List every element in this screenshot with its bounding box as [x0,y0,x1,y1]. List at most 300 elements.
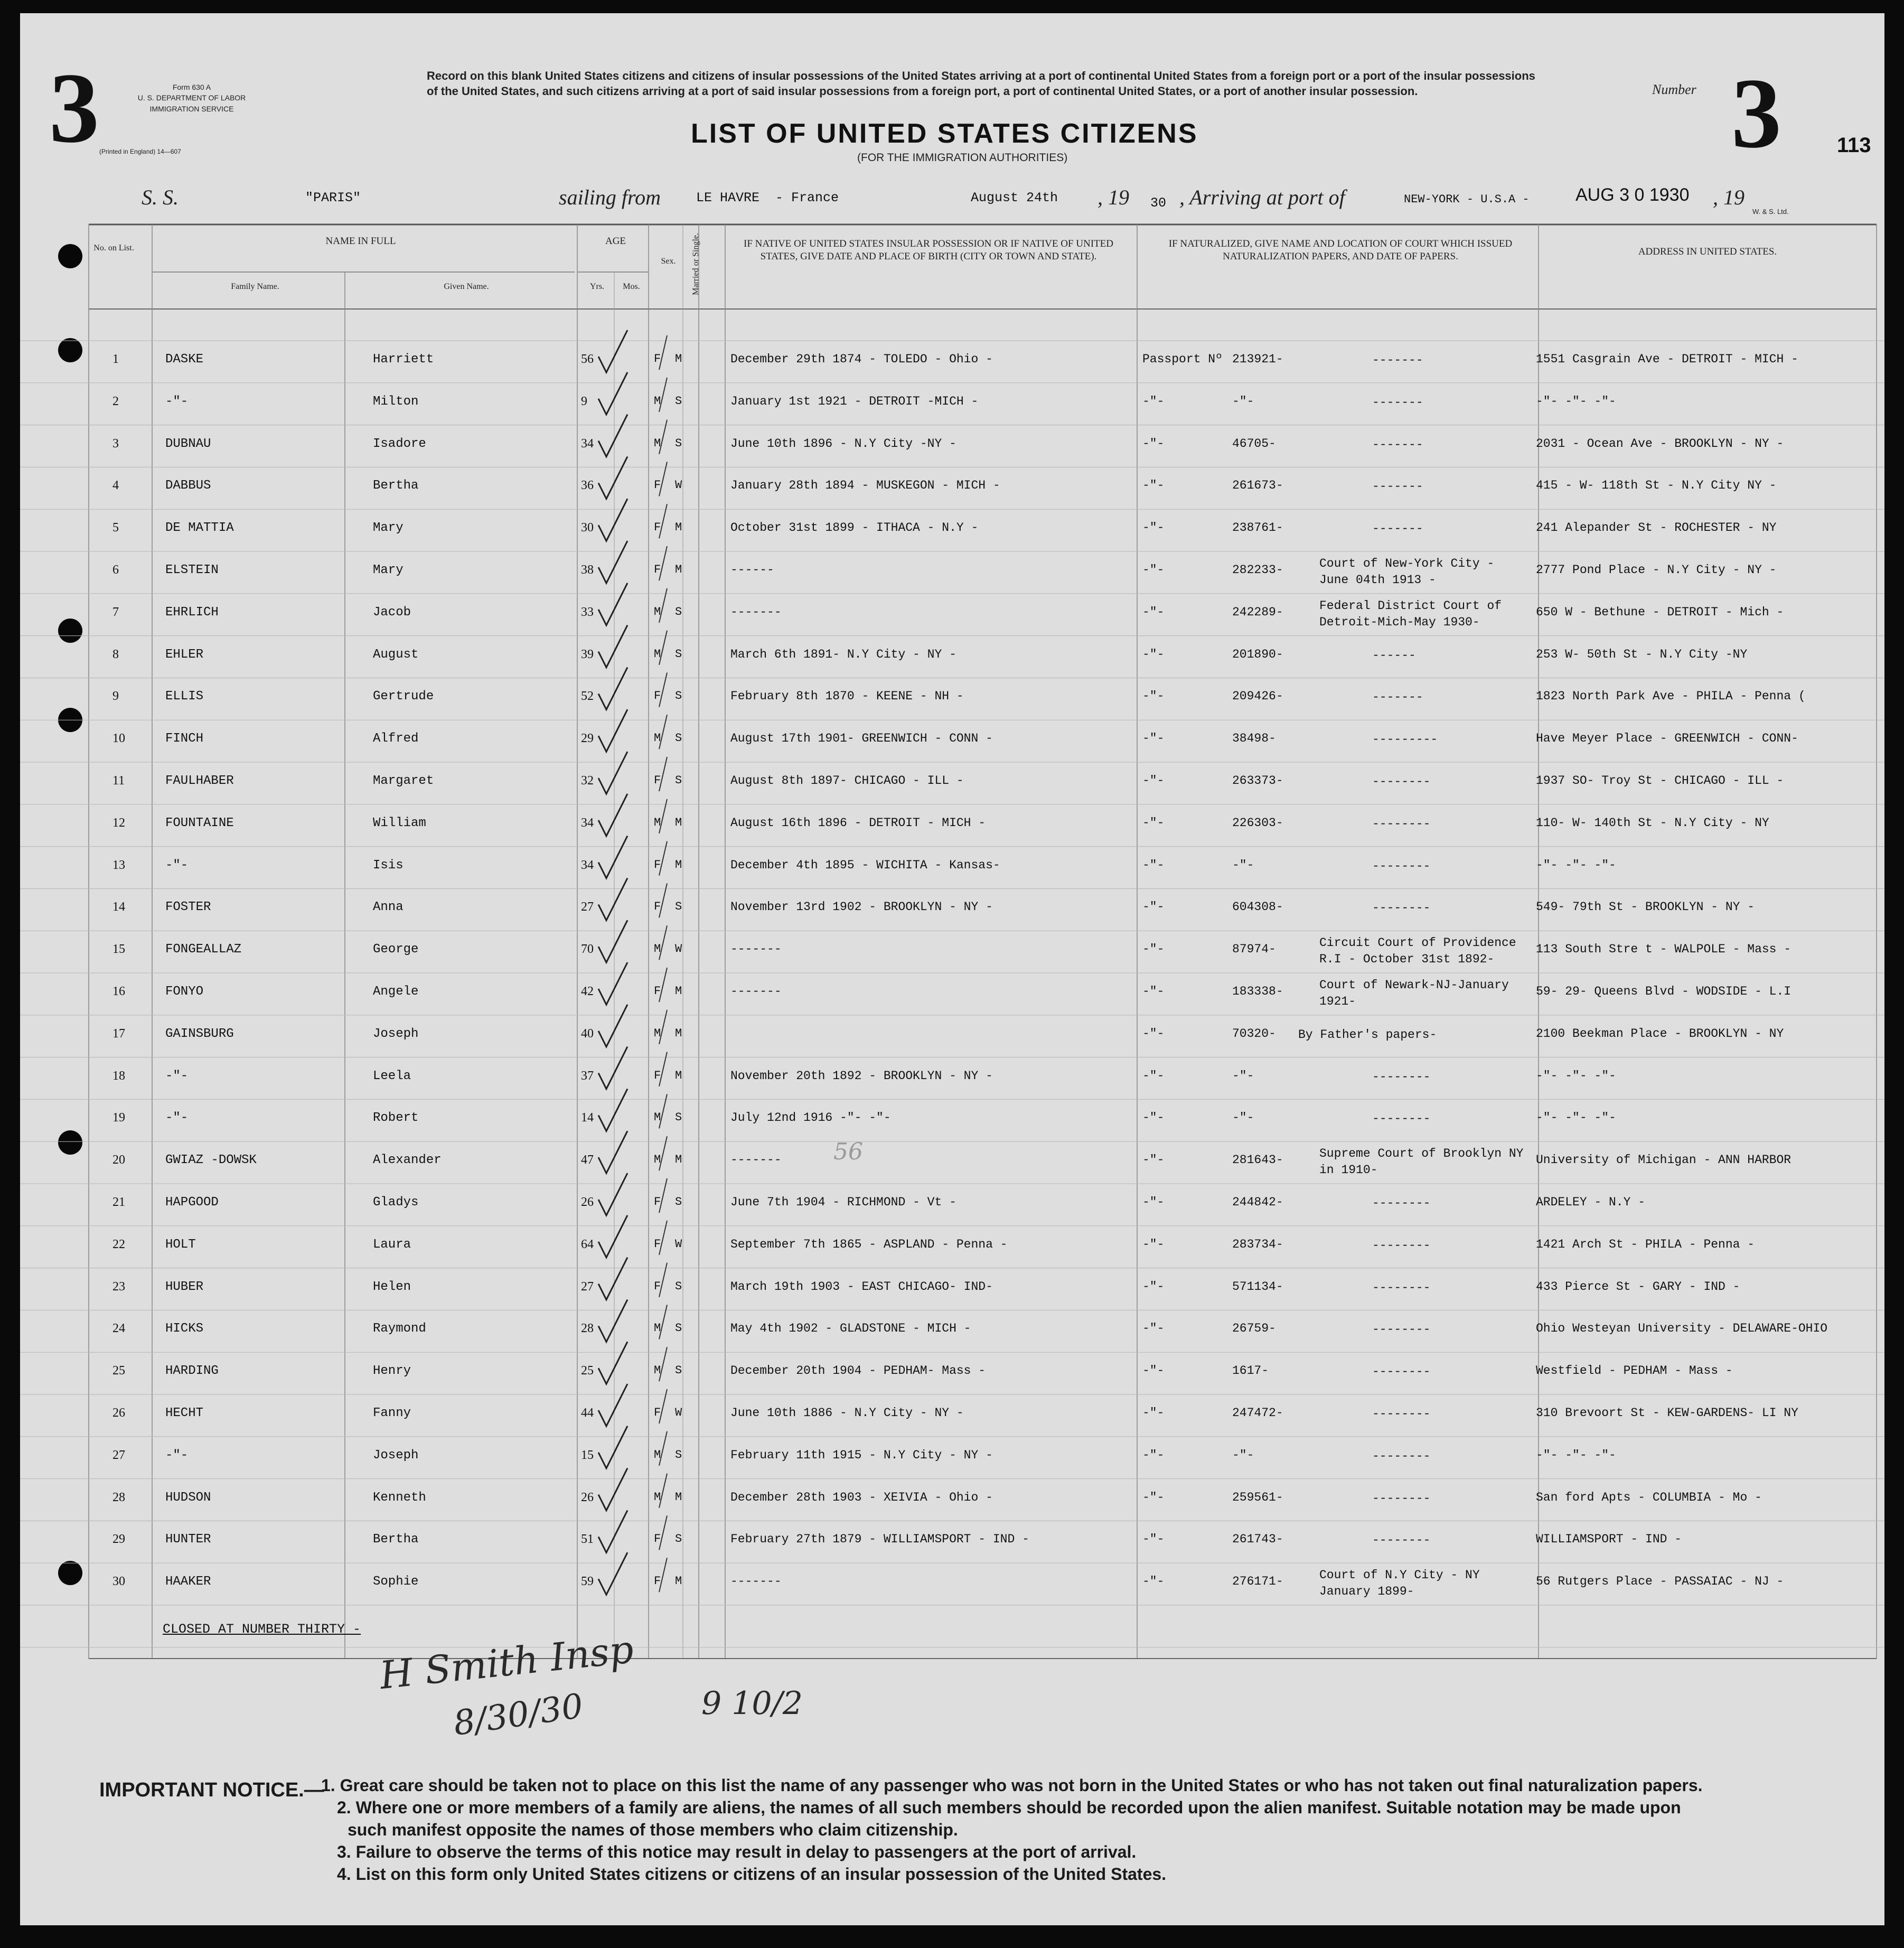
court-info: ------- [1372,395,1423,409]
sex: M [654,942,661,956]
papers-number: 183338- [1232,985,1283,998]
birth-info: December 28th 1903 - XEIVIA - Ohio - [730,1490,993,1504]
papers-number: 242289- [1232,605,1283,619]
given-name: Gertrude [373,689,434,704]
papers-number: -"- [1232,1069,1254,1083]
age-years: 37 [581,1069,594,1083]
marital-status: W [675,479,682,492]
family-name: -"- [165,858,189,873]
marital-status: S [675,900,682,914]
check-mark [598,1426,627,1468]
sex: F [654,985,661,998]
age-years: 27 [581,1279,594,1294]
row-number: 11 [112,774,125,788]
sex: M [654,816,661,829]
arriving-label: , Arriving at port of [1179,185,1345,209]
row-number: 4 [112,479,119,493]
address: 113 South Stre t - WALPOLE - Mass - [1536,942,1792,957]
family-name: DABBUS [165,479,211,493]
age-years: 64 [581,1237,594,1251]
col-header-given: Given Name. [444,282,489,291]
row-number: 18 [112,1069,125,1083]
given-name: Alexander [373,1153,442,1168]
age-years: 30 [581,521,594,535]
check-mark [598,1552,627,1595]
age-years: 47 [581,1153,594,1167]
papers-number: -"- [1232,1111,1254,1125]
family-name: DASKE [165,352,204,367]
list-number-value: 3 [1731,58,1781,169]
passport-prefix: -"- [1142,1195,1165,1209]
given-name: Helen [373,1279,411,1294]
given-name: Milton [373,394,419,409]
check-mark [598,625,627,668]
marital-status: S [675,689,682,703]
notice-item: 3. Failure to observe the terms of this notice may result in delay to passengers at the port of arrival. [337,1842,1137,1861]
col-header-yrs: Yrs. [589,282,605,291]
address: -"- -"- -"- [1536,1069,1616,1083]
birth-info: September 7th 1865 - ASPLAND - Penna - [730,1237,1008,1251]
given-name: Laura [373,1237,411,1252]
court-info: ------- [1372,522,1423,536]
arrival-port: NEW-YORK - U.S.A - [1404,193,1530,206]
sex: F [654,479,661,492]
marital-status: S [675,647,682,661]
court-info: ------- [1372,353,1423,367]
court-info: -------- [1372,1323,1431,1337]
birth-info: February 27th 1879 - WILLIAMSPORT - IND - [730,1532,1029,1547]
passport-prefix: -"- [1142,774,1165,788]
row-number: 3 [112,436,119,451]
form-code: Form 630 A [172,83,211,91]
notice-item: 4. List on this form only United States citizens or citizens of an insular possession of the United States. [337,1865,1167,1884]
department-name: U. S. DEPARTMENT OF LABOR [137,93,246,102]
passport-prefix: -"- [1142,605,1165,619]
birth-info: December 20th 1904 - PEDHAM- Mass - [730,1364,986,1378]
family-name: -"- [165,394,189,409]
check-mark [598,415,627,457]
age-years: 33 [581,605,594,619]
given-name: Bertha [373,479,419,493]
court-info: ------ [1372,648,1416,662]
sex: F [654,521,661,535]
passport-prefix: -"- [1142,1153,1165,1167]
family-name: HICKS [165,1322,204,1336]
marital-status: S [675,1195,682,1209]
age-years: 40 [581,1026,594,1041]
sex: M [654,1111,661,1125]
birth-info: August 8th 1897- CHICAGO - ILL - [730,774,964,788]
given-name: Isadore [373,436,426,451]
col-header-mos: Mos. [623,282,640,291]
passport-prefix: -"- [1142,394,1165,408]
birth-info: June 10th 1896 - N.Y City -NY - [730,436,956,451]
papers-number: 263373- [1232,774,1283,788]
court-info: -------- [1372,1196,1431,1210]
age-years: 15 [581,1448,594,1462]
court-info: -------- [1372,1449,1431,1463]
address: 253 W- 50th St - N.Y City -NY [1536,647,1748,661]
sex: F [654,1532,661,1546]
family-name: EHLER [165,647,204,662]
check-mark [598,1342,627,1384]
marital-status: S [675,732,682,745]
given-name: Fanny [373,1406,411,1420]
marital-status: M [675,1069,682,1082]
family-name: HECHT [165,1406,204,1420]
sex: F [654,858,661,872]
address: 241 Alepander St - ROCHESTER - NY [1536,521,1777,535]
papers-number: 70320- [1232,1026,1276,1041]
papers-number: 261673- [1232,479,1283,493]
family-name: ELSTEIN [165,563,219,577]
marital-status: S [675,1532,682,1546]
age-years: 34 [581,816,594,830]
court-info: -------- [1372,1112,1431,1126]
papers-number: 247472- [1232,1406,1283,1420]
passport-prefix: -"- [1142,1026,1165,1041]
court-info: -------- [1372,1407,1431,1421]
row-number: 23 [112,1279,125,1294]
passport-prefix: Passport Nº [1142,352,1223,366]
address: 310 Brevoort St - KEW-GARDENS- LI NY [1536,1406,1798,1420]
passport-prefix: -"- [1142,1364,1165,1378]
birth-info: October 31st 1899 - ITHACA - N.Y - [730,521,979,535]
family-name: FONYO [165,985,204,999]
address: -"- -"- -"- [1536,1448,1616,1462]
age-years: 25 [581,1364,594,1378]
address: University of Michigan - ANN HARBOR [1536,1153,1792,1167]
marital-status: W [675,1406,682,1419]
col-header-name: NAME IN FULL [325,236,396,247]
birth-info: June 7th 1904 - RICHMOND - Vt - [730,1195,956,1209]
age-years: 26 [581,1195,594,1209]
passport-prefix: -"- [1142,816,1165,830]
col-header-family: Family Name. [231,282,279,291]
court-info: Federal District Court of Detroit-Mich-May 1930- [1319,598,1502,629]
court-info: ------- [1372,690,1423,705]
family-name: HARDING [165,1364,219,1379]
departure-date: August 24th [971,190,1058,205]
papers-number: 26759- [1232,1322,1276,1336]
check-mark [598,372,627,415]
court-info: -------- [1372,817,1431,831]
marital-status: M [675,985,682,998]
marital-status: W [675,942,682,956]
marital-status: M [675,352,682,366]
address: 1551 Casgrain Ave - DETROIT - MICH - [1536,352,1798,366]
check-mark [598,541,627,583]
check-mark [598,330,627,372]
marital-status: S [675,1111,682,1125]
sex: M [654,605,661,619]
family-name: GAINSBURG [165,1026,234,1041]
sex: F [654,1195,661,1209]
page-title: LIST OF UNITED STATES CITIZENS [691,118,1198,149]
sex: M [654,394,661,408]
family-name: HUDSON [165,1490,211,1505]
court-info: -------- [1372,1491,1431,1505]
row-number: 26 [112,1406,125,1420]
marital-status: S [675,605,682,619]
given-name: Leela [373,1069,411,1083]
papers-number: -"- [1232,858,1254,872]
sex: M [654,436,661,450]
age-years: 29 [581,732,594,746]
given-name: Henry [373,1364,411,1379]
inspector-signature: H Smith Insp [377,1627,636,1698]
ship-name: "PARIS" [305,190,361,205]
notice-item-continued: such manifest opposite the names of those members who claim citizenship. [348,1820,958,1839]
given-name: Sophie [373,1575,419,1589]
court-info: -------- [1372,775,1431,789]
family-name: HUBER [165,1279,204,1294]
marital-status: S [675,394,682,408]
sex: F [654,900,661,914]
check-mark [598,962,627,1005]
age-years: 39 [581,647,594,661]
marital-status: S [675,1279,682,1293]
birth-info: ------- [730,1575,782,1589]
sex: F [654,1237,661,1251]
arrival-date-stamp: AUG 3 0 1930 [1575,185,1690,205]
row-number: 27 [112,1448,125,1462]
birth-info: February 8th 1870 - KEENE - NH - [730,689,964,704]
passport-prefix: -"- [1142,900,1165,914]
passport-prefix: -"- [1142,1448,1165,1462]
row-number: 16 [112,985,125,998]
margin-note: 9 10/2 [701,1685,803,1722]
age-years: 38 [581,563,594,577]
marital-status: M [675,521,682,535]
row-number: 7 [112,605,119,619]
row-number: 25 [112,1364,125,1378]
address: 1421 Arch St - PHILA - Penna - [1536,1237,1755,1251]
court-info: -------- [1372,901,1431,915]
passport-prefix: -"- [1142,1111,1165,1125]
marital-status: S [675,1448,682,1462]
birth-info: May 4th 1902 - GLADSTONE - MICH - [730,1322,971,1336]
birth-info: January 1st 1921 - DETROIT -MICH - [730,394,979,408]
age-years: 52 [581,689,594,704]
court-info: -------- [1372,859,1431,873]
marital-status: S [675,1322,682,1335]
family-name: DUBNAU [165,436,211,451]
family-name: HUNTER [165,1532,211,1547]
address: 2777 Pond Place - N.Y City - NY - [1536,563,1777,577]
court-info: -------- [1372,1533,1431,1548]
age-years: 9 [581,394,587,408]
sex: M [654,1364,661,1378]
court-info: Circuit Court of Providence R.I - October 31st 1892- [1319,936,1516,967]
marital-status: M [675,1026,682,1040]
age-years: 27 [581,900,594,914]
birth-info: July 12nd 1916 -"- -"- [730,1111,891,1125]
family-name: GWIAZ -DOWSK [165,1153,257,1168]
family-name: FINCH [165,732,204,746]
birth-info: March 19th 1903 - EAST CHICAGO- IND- [730,1279,993,1294]
given-name: Gladys [373,1195,419,1210]
papers-number: 46705- [1232,436,1276,451]
given-name: Joseph [373,1026,419,1041]
address: 2031 - Ocean Ave - BROOKLYN - NY - [1536,436,1784,451]
col-header-naturalized: IF NATURALIZED, GIVE NAME AND LOCATION OF COURT WHICH ISSUED NATURALIZATION PAPERS, AND DATE OF PAPERS. [1168,238,1513,262]
col-header-age: AGE [605,236,626,247]
court-info: Court of Newark-NJ-January 1921- [1319,978,1509,1009]
court-info: -------- [1372,1070,1431,1084]
passport-prefix: -"- [1142,1322,1165,1336]
marital-status: M [675,1490,682,1504]
birth-info: November 20th 1892 - BROOKLYN - NY - [730,1069,993,1083]
address: San ford Apts - COLUMBIA - Mo - [1536,1490,1762,1504]
ss-label: S. S. [142,185,179,209]
age-years: 36 [581,479,594,493]
given-name: Joseph [373,1448,419,1463]
passport-prefix: -"- [1142,563,1165,577]
check-mark [598,667,627,709]
court-info: -------- [1372,1238,1431,1252]
row-number: 2 [112,394,119,408]
sex: F [654,563,661,576]
birth-info: August 17th 1901- GREENWICH - CONN - [730,732,993,746]
court-info: By Father's papers- [1298,1027,1437,1042]
address: 2100 Beekman Place - BROOKLYN - NY [1536,1026,1784,1041]
row-number: 13 [112,858,125,872]
list-number-label: Number [1652,82,1696,97]
marital-status: W [675,1237,682,1251]
birth-info: ------- [730,1153,782,1167]
sex: F [654,1069,661,1082]
row-number: 1 [112,352,119,366]
sex: M [654,1153,661,1167]
address: 56 Rutgers Place - PASSAIAC - NJ - [1536,1575,1784,1589]
check-mark [598,499,627,541]
birth-info: ------ [730,563,774,577]
check-mark [598,1384,627,1426]
passport-prefix: -"- [1142,942,1165,957]
marital-status: M [675,563,682,576]
birth-info: February 11th 1915 - N.Y City - NY - [730,1448,993,1462]
birth-info: ------- [730,985,782,998]
birth-info: March 6th 1891- N.Y City - NY - [730,647,956,661]
signature-date: 8/30/30 [451,1687,586,1744]
family-name: FOSTER [165,900,211,915]
court-info: Court of N.Y City - NY January 1899- [1319,1568,1480,1599]
sex: F [654,1575,661,1588]
given-name: Anna [373,900,404,915]
age-years: 28 [581,1322,594,1336]
age-years: 14 [581,1111,594,1125]
passport-prefix: -"- [1142,689,1165,704]
row-number: 12 [112,816,125,830]
given-name: August [373,647,419,662]
family-name: FONGEALLAZ [165,942,242,957]
passport-prefix: -"- [1142,436,1165,451]
marital-status: S [675,436,682,450]
col-header-address: ADDRESS IN UNITED STATES. [1638,246,1777,257]
marital-status: M [675,1575,682,1588]
notice-item: 1. Great care should be taken not to place on this list the name of any passenger who was not born in the United States or who has not taken out final naturalization papers. [321,1776,1703,1795]
check-mark [598,1215,627,1258]
sex: M [654,1322,661,1335]
sex: F [654,1279,661,1293]
address: 549- 79th St - BROOKLYN - NY - [1536,900,1755,914]
papers-number: -"- [1232,394,1254,408]
passport-prefix: -"- [1142,1406,1165,1420]
marital-status: M [675,816,682,829]
address: WILLIAMSPORT - IND - [1536,1532,1682,1547]
age-years: 42 [581,985,594,998]
given-name: Bertha [373,1532,419,1547]
row-number: 9 [112,689,119,704]
given-name: Mary [373,521,404,536]
given-name: Mary [373,563,404,577]
check-mark [598,456,627,499]
address: 433 Pierce St - GARY - IND - [1536,1279,1740,1294]
given-name: Jacob [373,605,411,620]
passport-prefix: -"- [1142,985,1165,998]
papers-number: 38498- [1232,732,1276,746]
printed-note: (Printed in England) 14—607 [99,148,181,155]
birth-info: January 28th 1894 - MUSKEGON - MICH - [730,479,1000,493]
sex: M [654,1490,661,1504]
birth-info: June 10th 1886 - N.Y City - NY - [730,1406,964,1420]
check-mark [598,1510,627,1552]
row-number: 19 [112,1111,125,1125]
family-name: -"- [165,1111,189,1126]
given-name: William [373,816,426,830]
sex: F [654,1406,661,1419]
check-mark [598,752,627,794]
address: -"- -"- -"- [1536,858,1616,872]
age-years: 32 [581,774,594,788]
birth-info: ------- [730,942,782,957]
address: 650 W - Bethune - DETROIT - Mich - [1536,605,1784,619]
court-info: Court of New-York City - June 04th 1913 - [1319,557,1495,587]
passport-prefix: -"- [1142,1575,1165,1589]
address: -"- -"- -"- [1536,394,1616,408]
papers-number: 276171- [1232,1575,1283,1589]
printer-mark: W. & S. Ltd. [1752,208,1789,216]
address: Ohio Westeyan University - DELAWARE-OHIO [1536,1322,1828,1336]
birth-info: ------- [730,605,782,619]
papers-number: 87974- [1232,942,1276,957]
sex: F [654,352,661,366]
row-number: 17 [112,1026,125,1041]
given-name: Isis [373,858,404,873]
family-name: FAULHABER [165,774,234,788]
passport-prefix: -"- [1142,1279,1165,1294]
age-years: 44 [581,1406,594,1420]
papers-number: -"- [1232,1448,1254,1462]
check-mark [598,836,627,878]
row-number: 21 [112,1195,125,1209]
court-info: ------- [1372,437,1423,452]
check-mark [598,920,627,962]
passport-prefix: -"- [1142,479,1165,493]
row-number: 30 [112,1575,125,1589]
check-mark [598,878,627,920]
row-number: 5 [112,521,119,535]
row-number: 22 [112,1237,125,1251]
papers-number: 1617- [1232,1364,1269,1378]
court-info: --------- [1372,733,1438,747]
col-header-no: No. on List. [93,244,134,252]
year-prefix: , 19 [1098,185,1129,209]
age-years: 59 [581,1575,594,1589]
check-mark [598,1089,627,1131]
birth-info: December 29th 1874 - TOLEDO - Ohio - [730,352,993,366]
